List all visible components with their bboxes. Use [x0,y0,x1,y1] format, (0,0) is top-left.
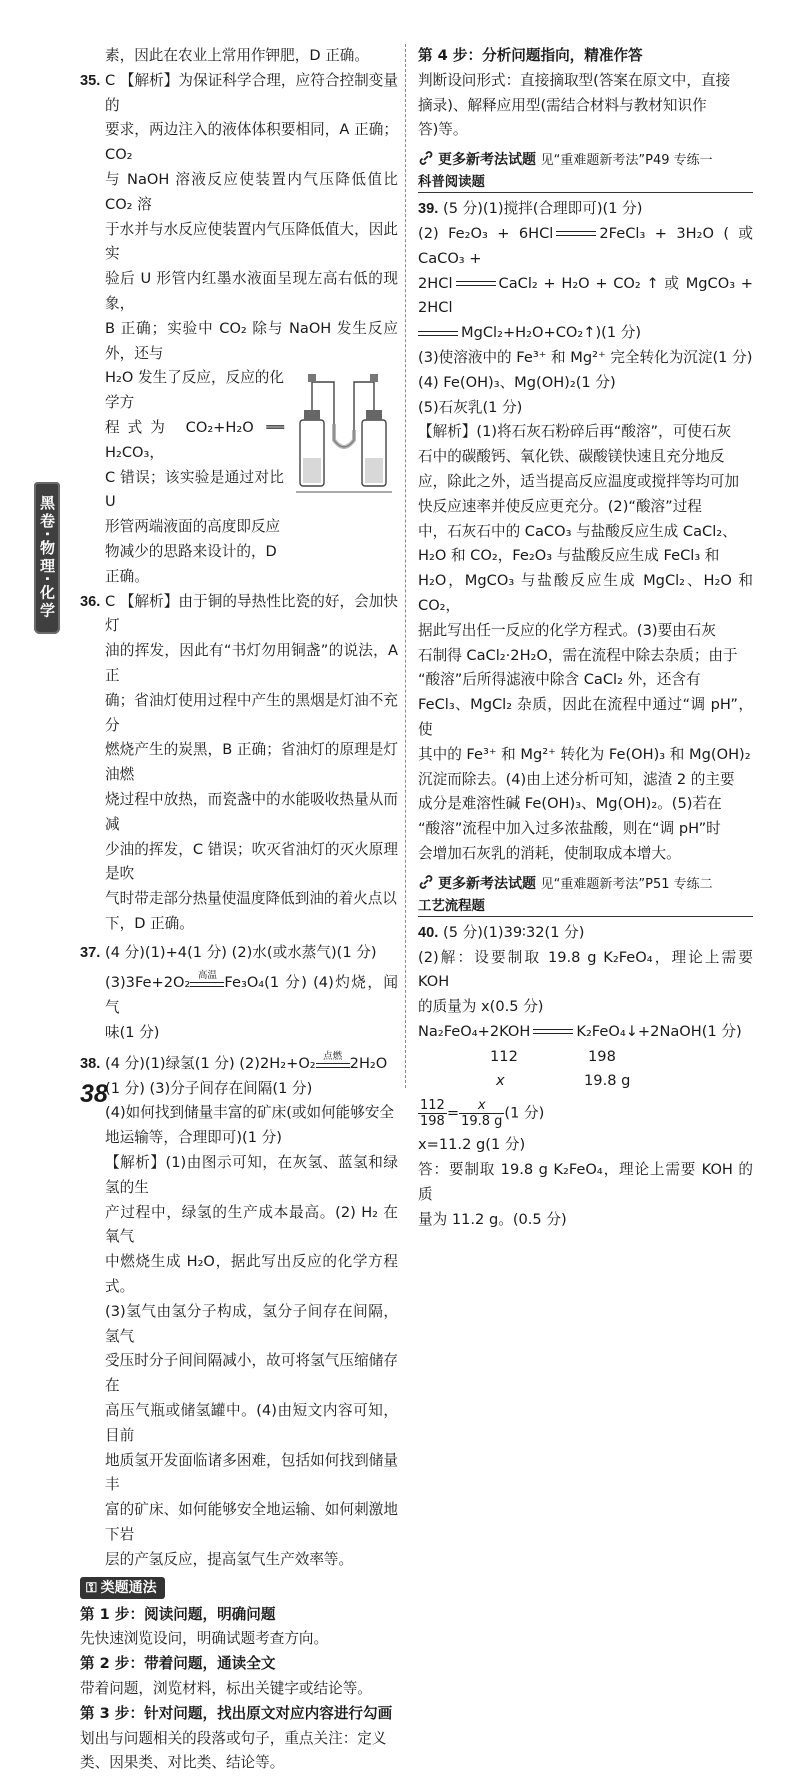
line: 石制得 CaCl₂·2H₂O，需在流程中除去杂质；由于 [418,646,738,664]
apparatus-svg [290,370,398,498]
equation-part: (3)3Fe+2O₂ [105,974,191,992]
banner-topic: 工艺流程题 [418,898,485,914]
line: 于水并与水反应使装置内气压降低值大，因此实 [105,220,398,263]
calc-row [418,1045,753,1070]
line: 量为 11.2 g。(0.5 分) [418,1210,567,1228]
step-text: 答)等。 [418,121,468,139]
line: C 【解析】由于铜的导热性比瓷的好，会加快灯 [105,592,398,635]
line: 中，石灰石中的 CaCO₃ 与盐酸反应生成 CaCl₂、 [418,522,737,540]
line: B 正确；实验中 CO₂ 除与 NaOH 发生反应外，还与 [105,319,398,362]
line: (4 分)(1)+4(1 分) (2)水(或水蒸气)(1 分) [105,943,377,961]
line: H₂O，MgCO₃ 与盐酸反应生成 MgCl₂、H₂O 和 CO₂， [418,572,753,614]
equation-part: MgCl₂+H₂O+CO₂↑)(1 分) [461,324,642,342]
line: 应，除此之外，适当提高反应温度或搅拌等均可加 [418,472,740,490]
left-column [80,44,398,1776]
right-column [418,44,753,1232]
calc-row [418,1069,753,1094]
line: (1 分) (3)分子间存在间隔(1 分) [105,1079,313,1097]
question-number: 35. [80,72,101,89]
question-number: 40. [418,924,439,941]
u-tube-apparatus-figure [290,370,398,498]
step-title: 第 1 步：阅读问题，明确问题 [80,1605,276,1623]
link-icon [418,150,434,166]
question-35 [80,69,398,590]
line: “酸溶”后所得滤液中除含 CaCl₂ 外，还含有 [418,671,701,689]
equals-sign [418,331,458,336]
line: 答：要制取 19.8 g K₂FeO₄，理论上需要 KOH 的质 [418,1161,753,1203]
equation-part: 2H₂O [349,1054,388,1072]
line: 据此写出任一反应的化学方程式。(3)要由石灰 [418,621,716,639]
step-text: 摘录)、解释应用型(需结合材料与教材知识作 [418,96,707,114]
key-icon: ⚿ [86,1579,97,1596]
line: (5 分)(1)搅拌(合理即可)(1 分) [443,200,643,218]
line: (5 分)(1)39∶32(1 分) [443,923,585,941]
line: (4)如何找到储量丰富的矿床(或如何能够安全 [105,1104,395,1122]
question-39 [418,197,753,867]
reaction-condition [190,970,224,987]
banner-ref: 见“重难题新考法”P51 专练二 [540,876,713,892]
numerator: 112 [420,1098,445,1114]
reaction-condition [316,1050,350,1068]
line: (3)使溶液中的 Fe³⁺ 和 Mg²⁺ 完全转化为沉淀(1 分) [418,348,753,366]
method-section [80,1573,398,1776]
line: 物减少的思路来设计的，D [105,542,277,560]
proportion: $\frac{112}{198}$ = $\frac{x}{19.8 g}$ (1 分) [420,1098,545,1130]
question-number: 36. [80,593,101,610]
step-text: 带着问题，浏览材料，标出关键字或结论等。 [80,1680,372,1697]
line: 地运输等，合理即可)(1 分) [105,1129,282,1147]
denominator: 19.8 g [461,1114,503,1130]
line: “酸溶”流程中加入过多浓盐酸，则在“调 pH”时 [418,820,721,838]
step-title: 第 3 步：针对问题，找出原文对应内容进行勾画 [80,1704,393,1722]
more-questions-banner [418,149,753,193]
line: 下，D 正确。 [105,914,194,932]
line: 【解析】(1)由图示可知，在灰氢、蓝氢和绿氢的生 [105,1154,398,1196]
banner-title: 更多新考法试题 [438,152,536,169]
page-number: 38 [80,1080,108,1108]
question-40 [418,921,753,1233]
line: 的质量为 x(0.5 分) [418,998,544,1016]
question-number: 39. [418,201,439,218]
equation-part: Fe₃O₄(1 分) (4)灼烧，闻气 [105,974,398,1017]
line: 地质氢开发面临诸多困难，包括如何找到储量丰 [105,1451,398,1494]
equation-part: 2HCl [418,274,453,292]
line: 烧过程中放热，而瓷盏中的水能吸收热量从而减 [105,790,398,833]
line: 味(1 分) [105,1024,160,1042]
calc-value: x [496,1072,505,1090]
line: 快反应速率并使反应更充分。(2)“酸溶”过程 [418,497,702,515]
line: (5)石灰乳(1 分) [418,398,523,416]
line: (2)解：设要制取 19.8 g K₂FeO₄，理论上需要 KOH [418,948,753,991]
line: 高压气瓶或储氢罐中。(4)由短文内容可知，目前 [105,1402,398,1444]
step-text: 先快速浏览设问，明确试题考查方向。 [80,1630,329,1648]
line: 其中的 Fe³⁺ 和 Mg²⁺ 转化为 Fe(OH)₃ 和 Mg(OH)₂ [418,745,751,763]
equals-sign [556,231,596,236]
equals-sign [456,281,496,286]
side-tab: 黑卷·物理·化学 [34,482,60,634]
question-number: 37. [80,944,101,961]
line: 验后 U 形管内红墨水液面呈现左高右低的现象， [105,270,398,312]
line: 确；省油灯使用过程中产生的黑烟是灯油不充分 [105,691,398,734]
question-number: 38. [80,1055,101,1072]
column-divider [405,44,406,1088]
line: 素，因此在农业上常用作钾肥，D 正确。 [105,47,369,64]
line: 层的产氢反应，提高氢气生产效率等。 [105,1550,354,1568]
line: 石中的碳酸钙、氧化铁、碳酸镁快速且充分地反 [418,448,725,466]
equation-part: Na₂FeO₄+2KOH [418,1022,531,1040]
equation-part: CaCl₂ + H₂O + CO₂ ↑ 或 MgCO₃ + 2HCl [418,274,753,317]
line: x=11.2 g(1 分) [418,1136,526,1154]
step-text: 划出与问题相关的段落或句子，重点关注：定义 [80,1729,387,1747]
equation-part: (2) Fe₂O₃ + 6HCl [418,224,554,242]
numerator: x [459,1098,504,1114]
line: 要求，两边注入的液体体积要相同，A 正确；CO₂ [105,121,398,164]
method-badge [80,1577,165,1599]
line: 少油的挥发，C 错误；吹灭省油灯的灭火原理是吹 [105,840,398,883]
line: 成分是难溶性碱 Fe(OH)₃、Mg(OH)₂。(5)若在 [418,795,722,813]
denominator: 198 [420,1114,445,1130]
question-37 [80,941,398,1046]
step-title: 第 2 步：带着问题，通读全文 [80,1655,276,1673]
equation-part: (4 分)(1)绿氢(1 分) (2)2H₂+O₂ [105,1054,316,1072]
line: 气时带走部分热量使温度降低到油的着火点以 [105,890,397,908]
line: 油的挥发，因此有“书灯勿用铜盏”的说法，A 正 [105,642,398,684]
line: (3)氢气由氢分子构成，氢分子间存在间隔，氢气 [105,1302,398,1345]
line: 程式为 CO₂+H₂O ══ H₂CO₃， [105,418,284,461]
question-38 [80,1052,398,1573]
score: (1 分) [504,1104,545,1122]
line: 会增加石灰乳的消耗，使制取成本增大。 [418,844,681,862]
line: H₂O 和 CO₂，Fe₂O₃ 与盐酸反应生成 FeCl₃ 和 [418,547,720,565]
line: 沉淀而除去。(4)由上述分析可知，滤渣 2 的主要 [418,770,735,788]
line: 产过程中，绿氢的生产成本最高。(2) H₂ 在氧气 [105,1203,398,1246]
banner-topic: 科普阅读题 [418,175,485,191]
line: 燃烧产生的炭黑，B 正确；省油灯的原理是灯油燃 [105,741,398,784]
step-title: 第 4 步：分析问题指向，精准作答 [418,47,643,64]
step-text: 类、因果类、对比类、结论等。 [80,1754,285,1772]
line: FeCl₃、MgCl₂ 杂质，因此在流程中通过“调 pH”，使 [418,696,753,738]
more-questions-banner [418,873,753,917]
method-badge-label: 类题通法 [100,1579,157,1596]
line: 与 NaOH 溶液反应使装置内气压降低值比 CO₂ 溶 [105,170,398,213]
banner-title: 更多新考法试题 [438,875,536,892]
line: C 【解析】为保证科学合理，应符合控制变量的 [105,71,398,114]
condition-label: 点燃 [323,1050,343,1062]
calc-value: 112 [490,1047,518,1065]
line: C 错误；该实验是通过对比 U [105,468,284,511]
line: 形管两端液面的高度即反应 [105,518,281,536]
calc-value: 19.8 g [584,1072,631,1090]
fraction [459,1098,504,1129]
condition-label: 高温 [197,970,217,982]
line: (4) Fe(OH)₃、Mg(OH)₂(1 分) [418,373,616,391]
link-icon [418,874,434,890]
question-36 [80,590,398,937]
line: 正确。 [105,567,149,585]
fraction [418,1098,447,1129]
line: H₂O 发生了反应，反应的化学方 [105,369,284,412]
equals-sign [533,1029,573,1034]
line: 【解析】(1)将石灰石粉碎后再“酸溶”，可使石灰 [418,423,732,441]
line: 中燃烧生成 H₂O，据此写出反应的化学方程式。 [105,1253,398,1296]
equation-part: K₂FeO₄↓+2NaOH(1 分) [576,1022,742,1040]
step-text: 判断设问形式：直接摘取型(答案在原文中，直接 [418,71,731,89]
line: 富的矿床、如何能够安全地运输、如何刺激地下岩 [105,1501,398,1544]
line: 受压时分子间间隔减小，故可将氢气压缩储存在 [105,1352,398,1395]
equation-part: 2FeCl₃ + 3H₂O ( 或 CaCO₃ + [418,224,753,267]
banner-ref: 见“重难题新考法”P49 专练一 [540,153,713,169]
calc-value: 198 [588,1047,616,1065]
